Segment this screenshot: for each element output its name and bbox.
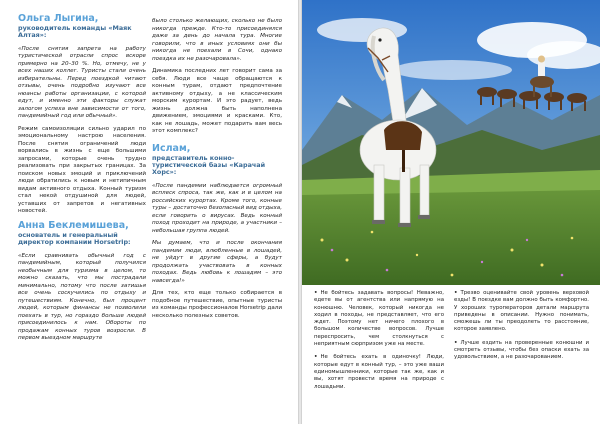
tip-verified-stables-text: Лучше ездить на проверенные конюшни и смотреть отзывы, чтобы без опаски ехать за удовольствием, а не разочарованием. [454, 339, 589, 361]
quote-beklemisheva-cont: было столько желающих, сколько не было никогда прежде. Кто-то присоединялся даже за день до начала тура. Многие говорили, что в иных условиях они бы никогда не поехали в Сочи, однако поездка их не разочаровала». [152, 18, 282, 62]
left-column-1 [18, 14, 146, 348]
person1-role: руководитель команды «Маяк Алтая»: [18, 24, 132, 40]
tip-travel-alone-text: Не бойтесь ехать в одиночку! Люди, которые едут в конный тур, – это уже ваши единомышленники, которые так же, как и вы, хотят провести время на природе с лошадьми. [314, 354, 444, 390]
tip-verified-stables [454, 340, 589, 362]
person3-role: представитель конно-туристической базы «Карачай Хорс»: [152, 153, 266, 177]
tip-ask-questions-text: Не бойтесь задавать вопросы! Неважно, едете вы от агентства или напрямую на конюшню. Человек, который никогда не ходил в походы, не представляет, что его ждет. Поэтому нет ничего плохого в большом количестве вопросов. Лучше переспросить, чем столкнуться с неприятным сюрпризом уже на месте. [314, 290, 444, 348]
person2-role: основатель и генеральный директор компании Horsetrip: [18, 230, 131, 247]
left-page [0, 0, 298, 424]
tip-assess-level-text: Трезво оценивайте свой уровень верховой езды! В поездке вам должно быть комфортно. У хороших туроператоров детали маршрута приведены в описании. Нужно понимать, сможешь ли ты преодолеть то расстояние, которое заявлено. [454, 290, 589, 333]
person2-name: Анна Беклемишева, [18, 219, 129, 231]
paragraph-self-isolation: Режим самоизоляции сильно ударил по эмоциональному настрою населения. После снятия ограничений люди ворвались в жизнь с еще большими запросами, которые очень трудно реализовать при закрытых границах. За поиском новых эмоций и приключений люди обратились к новым и нетипичным видам активного отдыха. Конный туризм стал некой отдушиной для людей, уставших от запретов и негативных новостей. [18, 125, 146, 215]
quote-lygina: «После снятия запрета на работу туристической отрасли спрос вскоре примерно на 20–30 %. Но, отмечу, не у всех наших коллег. Туристы стали очень избирательны. Перед поездкой читают отзывы, очень подробно изучают все нюансы работы организации, с которой едут, и именно эти факторы служат залогом успеха вне зависимости от того, пандемийный год или обычный». [18, 45, 146, 120]
tips-column-2 [454, 290, 589, 368]
paragraph-dynamics: Динамика последних лет говорит сама за себя. Люди все чаще обращаются к конным турам, отдают предпочтение активному отдыху, а не классическим морским курортам. И это радует, ведь жизнь должна быть наполнена движением, эмоциями и красками. Кто, как не лошадь, может подарить вам весь этот комплекс? [152, 68, 282, 134]
person1-name: Ольга Лыгина, [18, 13, 99, 24]
horse-photo [302, 0, 600, 285]
bullet-icon: • [454, 339, 458, 346]
tips-column-1 [314, 290, 444, 397]
quote-islam-2: Мы думаем, что и после окончания пандемии люди, влюбленные в лошадей, не уйдут в другие сферы, а будут продолжать участвовать в конных походах. Ведь любовь к лошадям – это навсегда!» [152, 240, 282, 284]
left-column-2 [152, 18, 282, 325]
quote-beklemisheva: «Если сравнивать обычный год с пандемийным, который получился необычным для туризма в целом, то можно сказать, что мы пострадали минимально, потому что после затишья все очень соскучились по отдыху и путешествиям. Конечно, был процент людей, которым финансы не позволили поехать в тур, но гораздо больше людей присоединилось к нам. Обороты по продажам конных туров возросли. В первом выездном маршруте [18, 252, 146, 342]
person3-name: Ислам, [152, 142, 191, 154]
bullet-icon: • [314, 290, 318, 296]
bullet-icon: • [314, 354, 318, 361]
bullet-icon: • [454, 290, 458, 296]
tip-ask-questions [314, 290, 444, 348]
tip-assess-level [454, 290, 589, 334]
tip-travel-alone [314, 354, 444, 390]
right-page [302, 0, 600, 424]
quote-islam-1: «После пандемии наблюдается огромный всплеск спроса, так же, как и в целом на российских курортах. Кроме того, конные туры – достаточно безопасный вид отдыха, если говорить о вирусах. Ведь конный поход проходит на природе, а участники – небольшая группа людей. [152, 182, 282, 234]
paragraph-tips-intro: Для тех, кто еще только собирается в подобное путешествие, опытные туристы из команды профессионалов Horsetrip дали несколько полезных советов. [152, 290, 282, 319]
